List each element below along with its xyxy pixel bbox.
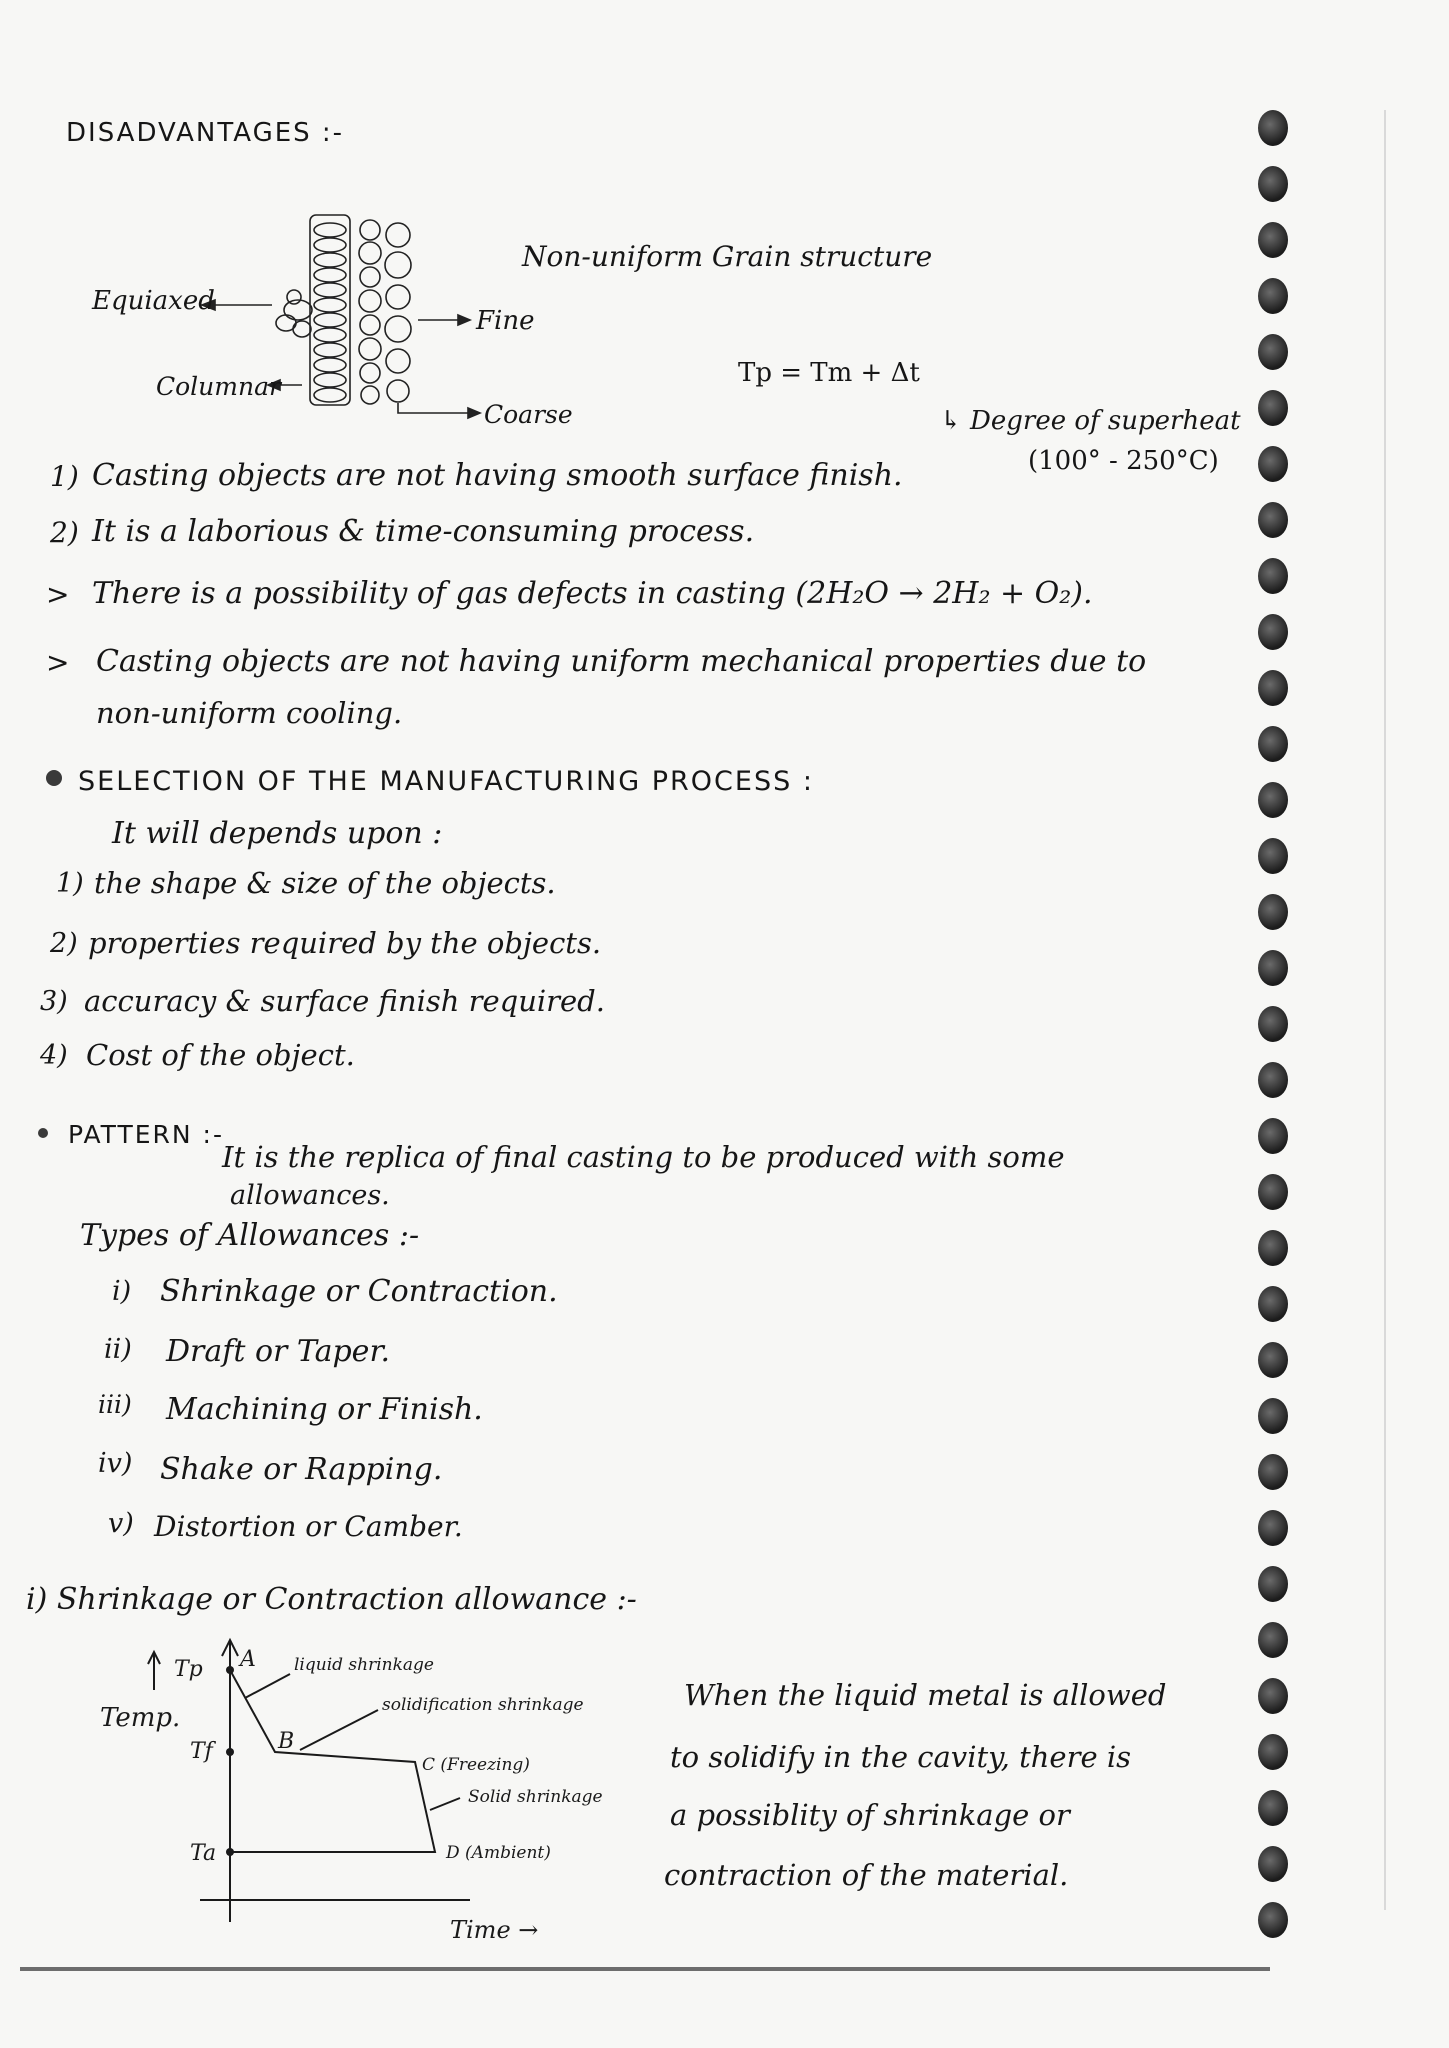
selection-item-marker: 2) (50, 928, 78, 959)
allowance-type-marker: iii) (98, 1390, 132, 1419)
heading-disadvantages: DISADVANTAGES :- (66, 118, 345, 148)
shrinkage-explanation-line: a possiblity of shrinkage or (670, 1798, 1070, 1832)
disadvantage-point: It is a laborious & time-consuming process. (92, 514, 755, 549)
allowance-type-marker: ii) (104, 1334, 132, 1365)
graph-ylabel: Temp. (100, 1703, 181, 1733)
allowance-type: Shake or Rapping. (160, 1452, 443, 1487)
shrinkage-graph (90, 1630, 650, 1950)
shrinkage-explanation-line: contraction of the material. (664, 1858, 1069, 1892)
grain-diagram-title: Non-uniform Grain structure (522, 240, 933, 273)
graph-liquid-shrinkage: liquid shrinkage (294, 1655, 434, 1675)
superheat-label: ↳ Degree of superheat (940, 406, 1241, 436)
disadvantage-point-marker: > (46, 578, 70, 611)
graph-tp: Tp (174, 1657, 203, 1682)
disadvantage-point: There is a possibility of gas defects in casting (2H₂O → 2H₂ + O₂). (92, 576, 1093, 611)
allowance-type-marker: i) (112, 1276, 132, 1307)
pattern-definition: It is the replica of final casting to be produced with some (222, 1140, 1065, 1174)
allowance-type: Draft or Taper. (166, 1334, 391, 1369)
page-margin-line (1384, 110, 1386, 1910)
shrinkage-explanation-line: to solidify in the cavity, there is (670, 1740, 1131, 1774)
selection-item: Cost of the object. (86, 1038, 355, 1072)
shrinkage-explanation-line: When the liquid metal is allowed (684, 1678, 1167, 1712)
graph-b: B (278, 1729, 295, 1754)
graph-a: A (240, 1647, 256, 1672)
spiral-binding (1258, 110, 1318, 1980)
allowance-type: Machining or Finish. (166, 1392, 483, 1427)
selection-item-marker: 1) (56, 868, 84, 899)
heading-shrinkage-allowance: i) Shrinkage or Contraction allowance :- (26, 1582, 637, 1617)
disadvantage-point: Casting objects are not having smooth surface finish. (92, 458, 903, 493)
section-bullet (46, 770, 62, 786)
point-ta-marker (226, 1848, 234, 1856)
selection-item: the shape & size of the objects. (94, 866, 556, 900)
selection-item: accuracy & surface finish required. (84, 984, 605, 1018)
disadvantage-point-marker: 2) (50, 516, 79, 549)
superheat-range: (100° - 250°C) (1028, 446, 1219, 476)
allowance-type: Shrinkage or Contraction. (160, 1274, 558, 1309)
graph-d: D (Ambient) (446, 1843, 551, 1863)
label-equiaxed: Equiaxed (92, 286, 215, 316)
superheat-formula: Tp = Tm + Δt (738, 358, 920, 388)
graph-solid-shrinkage: Solid shrinkage (468, 1787, 603, 1807)
pattern-definition-continued: allowances. (230, 1180, 390, 1211)
selection-item-marker: 3) (40, 986, 68, 1017)
graph-ta: Ta (190, 1841, 217, 1866)
label-fine: Fine (476, 306, 535, 336)
heading-pattern: PATTERN :- (68, 1120, 224, 1149)
disadvantage-point: Casting objects are not having uniform mechanical properties due to (96, 644, 1147, 679)
allowance-type-marker: v) (108, 1508, 134, 1539)
selection-item-marker: 4) (40, 1040, 68, 1071)
graph-solidification-shrinkage: solidification shrinkage (382, 1695, 584, 1715)
disadvantage-point-continued: non-uniform cooling. (96, 696, 403, 730)
disadvantage-point-marker: > (46, 646, 70, 679)
page-bottom-rule (20, 1967, 1270, 1971)
allowance-type-marker: iv) (98, 1448, 133, 1479)
graph-tf: Tf (190, 1739, 213, 1764)
selection-item: properties required by the objects. (88, 926, 602, 960)
heading-selection-process: SELECTION OF THE MANUFACTURING PROCESS : (78, 766, 814, 797)
allowance-type: Distortion or Camber. (154, 1510, 463, 1543)
point-tp-marker (226, 1666, 234, 1674)
label-coarse: Coarse (484, 400, 573, 429)
grain-cells (276, 215, 411, 405)
label-columnar: Columnar (156, 372, 281, 401)
disadvantage-point-marker: 1) (50, 460, 79, 493)
graph-xlabel: Time → (450, 1916, 539, 1944)
graph-c: C (Freezing) (422, 1755, 530, 1775)
allowance-types-heading: Types of Allowances :- (80, 1218, 420, 1253)
selection-intro: It will depends upon : (112, 816, 443, 851)
point-tf-marker (226, 1748, 234, 1756)
section-bullet (38, 1128, 48, 1138)
